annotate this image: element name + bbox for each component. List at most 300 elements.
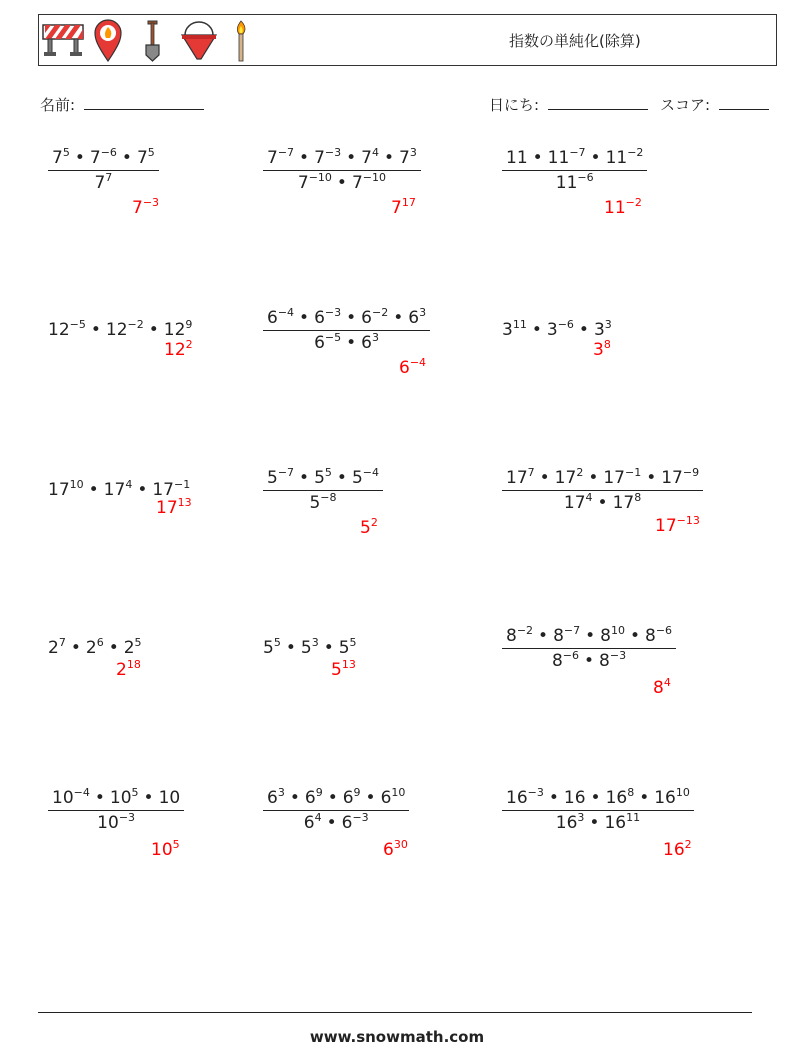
answer-14: [383, 840, 408, 860]
answer-1: [132, 198, 159, 218]
power-term: [343, 788, 361, 808]
term-base: 11: [605, 148, 628, 168]
answer-2: [391, 198, 416, 218]
power-term: [52, 788, 90, 808]
term-base: 12: [105, 320, 128, 340]
numerator: [502, 468, 703, 490]
term-base: 2: [85, 638, 97, 658]
term-exponent: 2: [576, 466, 584, 479]
power-term: [304, 813, 322, 833]
power-term: [381, 788, 406, 808]
problem-7: [48, 480, 190, 500]
power-term: [263, 638, 281, 658]
term-base: 17: [612, 493, 635, 513]
term-base: 6: [303, 813, 315, 833]
term-exponent: −6: [557, 318, 574, 331]
multiply-dot: •: [148, 320, 159, 340]
multiply-dot: •: [584, 651, 595, 671]
term-base: 17: [103, 480, 126, 500]
problem-10: [48, 638, 142, 658]
denominator: [263, 170, 421, 193]
date-blank[interactable]: [548, 96, 648, 110]
term-base: 12: [163, 320, 186, 340]
denominator: [48, 170, 159, 193]
term-base: 17: [506, 468, 528, 488]
term-base: 6: [267, 788, 278, 808]
power-term: [603, 468, 641, 488]
answer-base: 8: [653, 678, 664, 698]
fraction: [502, 468, 703, 513]
answer-9: [655, 516, 700, 536]
denominator: [263, 490, 383, 513]
answer-exponent: 2: [370, 516, 378, 529]
term-exponent: −1: [173, 478, 191, 491]
term-exponent: −3: [609, 649, 627, 662]
answer-exponent: 4: [663, 676, 671, 689]
fraction: [263, 468, 383, 513]
term-base: 16: [604, 813, 627, 833]
term-exponent: −9: [682, 466, 700, 479]
term-exponent: −2: [516, 624, 534, 637]
problem-15: [502, 788, 694, 833]
term-exponent: 9: [353, 786, 361, 799]
denominator: [502, 170, 647, 193]
term-base: 7: [361, 148, 372, 168]
multiply-dot: •: [532, 148, 543, 168]
term-exponent: −7: [569, 146, 586, 159]
term-base: 6: [341, 813, 353, 833]
power-term: [553, 626, 580, 646]
power-term: [555, 468, 584, 488]
answer-base: 17: [655, 516, 677, 536]
power-term: [110, 788, 139, 808]
term-base: 8: [645, 626, 656, 646]
term-base: 12: [48, 320, 70, 340]
term-base: 7: [351, 173, 363, 193]
term-base: 6: [380, 788, 392, 808]
term-exponent: 11: [512, 318, 527, 331]
power-term: [104, 480, 133, 500]
term-base: 16: [555, 813, 578, 833]
term-base: 17: [603, 468, 625, 488]
term-exponent: −6: [655, 624, 673, 637]
answer-base: 5: [331, 660, 342, 680]
power-term: [267, 468, 294, 488]
answer-exponent: 2: [684, 838, 692, 851]
power-term: [361, 308, 388, 328]
power-term: [645, 626, 672, 646]
term-base: 16: [506, 788, 528, 808]
answer-base: 2: [116, 660, 127, 680]
answer-exponent: −3: [142, 196, 160, 209]
answer-15: [663, 840, 692, 860]
term-exponent: −7: [277, 146, 295, 159]
term-exponent: 8: [627, 786, 635, 799]
term-base: 7: [399, 148, 410, 168]
term-exponent: 5: [349, 636, 357, 649]
term-base: 10: [97, 813, 119, 833]
term-base: 6: [314, 308, 325, 328]
power-term: [361, 333, 379, 353]
power-term: [606, 148, 644, 168]
problem-12: [502, 626, 676, 671]
multiply-dot: •: [121, 148, 132, 168]
term-base: 6: [314, 333, 325, 353]
term-base: 11: [547, 148, 570, 168]
answer-exponent: −4: [409, 356, 427, 369]
term-exponent: 3: [577, 811, 585, 824]
multiply-dot: •: [346, 333, 357, 353]
answer-base: 11: [604, 198, 626, 218]
answer-exponent: −2: [625, 196, 642, 209]
power-term: [48, 320, 86, 340]
term-base: 7: [267, 148, 278, 168]
power-term: [52, 148, 70, 168]
answer-exponent: 18: [126, 658, 141, 671]
power-term: [48, 638, 66, 658]
score-field: [660, 94, 769, 115]
term-exponent: 10: [610, 624, 625, 637]
answer-11: [331, 660, 356, 680]
term-base: 8: [551, 651, 563, 671]
multiply-dot: •: [299, 148, 310, 168]
power-term: [564, 788, 586, 808]
answer-base: 7: [391, 198, 402, 218]
numerator: [502, 788, 694, 810]
term-exponent: −2: [371, 306, 389, 319]
power-term: [352, 468, 379, 488]
power-term: [106, 320, 144, 340]
multiply-dot: •: [597, 493, 608, 513]
multiply-dot: •: [323, 638, 334, 658]
problem-4: [48, 320, 192, 340]
term-exponent: 5: [324, 466, 332, 479]
denominator: [263, 330, 430, 353]
term-exponent: −8: [320, 491, 337, 504]
term-exponent: −5: [324, 331, 342, 344]
term-exponent: −3: [352, 811, 369, 824]
term-exponent: −10: [308, 171, 332, 184]
answer-base: 6: [383, 840, 394, 860]
term-base: 17: [554, 468, 577, 488]
score-label: スコア:: [660, 96, 711, 114]
term-base: 5: [309, 493, 321, 513]
term-exponent: −10: [362, 171, 386, 184]
multiply-dot: •: [326, 813, 337, 833]
multiply-dot: •: [538, 626, 549, 646]
fraction: [502, 788, 694, 833]
numerator: [48, 788, 184, 810]
answer-exponent: −13: [676, 514, 700, 527]
power-term: [309, 493, 336, 513]
numerator: [502, 626, 676, 648]
power-term: [86, 638, 104, 658]
term-exponent: 10: [391, 786, 406, 799]
multiply-dot: •: [70, 638, 81, 658]
multiply-dot: •: [90, 320, 101, 340]
answer-base: 12: [164, 340, 186, 360]
answer-exponent: 17: [401, 196, 416, 209]
multiply-dot: •: [299, 468, 310, 488]
power-term: [506, 468, 535, 488]
power-term: [613, 493, 642, 513]
multiply-dot: •: [646, 468, 657, 488]
term-base: 8: [599, 651, 610, 671]
numerator: [263, 788, 409, 810]
score-blank[interactable]: [719, 96, 769, 110]
multiply-dot: •: [346, 308, 357, 328]
multiply-dot: •: [639, 788, 650, 808]
term-exponent: 3: [277, 786, 285, 799]
power-term: [606, 788, 635, 808]
multiply-dot: •: [137, 480, 148, 500]
date-label: 日にち:: [489, 96, 540, 114]
multiply-dot: •: [585, 626, 596, 646]
fraction: [263, 308, 430, 353]
answer-12: [653, 678, 671, 698]
term-exponent: −1: [624, 466, 642, 479]
power-term: [564, 493, 593, 513]
power-term: [600, 626, 625, 646]
answer-base: 5: [360, 518, 371, 538]
answer-exponent: 13: [341, 658, 356, 671]
term-exponent: 3: [311, 636, 319, 649]
term-exponent: 4: [371, 146, 379, 159]
footer-divider: [38, 1012, 752, 1013]
power-term: [506, 148, 528, 168]
term-base: 8: [506, 626, 517, 646]
problem-11: [263, 638, 357, 658]
power-term: [305, 788, 323, 808]
fraction: [502, 626, 676, 671]
power-term: [552, 651, 579, 671]
term-exponent: −4: [73, 786, 90, 799]
answer-10: [116, 660, 141, 680]
term-base: 17: [563, 493, 586, 513]
denominator: [502, 648, 676, 671]
term-exponent: 3: [419, 306, 427, 319]
power-term: [90, 148, 117, 168]
fraction: [263, 788, 409, 833]
multiply-dot: •: [346, 148, 357, 168]
power-term: [301, 638, 319, 658]
term-exponent: 4: [585, 491, 593, 504]
answer-3: [604, 198, 642, 218]
power-term: [314, 333, 341, 353]
term-base: 6: [361, 333, 372, 353]
problem-5: [263, 308, 430, 353]
term-base: 6: [361, 308, 372, 328]
term-base: 3: [502, 320, 513, 340]
term-exponent: 5: [131, 786, 139, 799]
date-field: [489, 94, 648, 115]
multiply-dot: •: [588, 468, 599, 488]
term-exponent: −6: [577, 171, 594, 184]
numerator: [48, 148, 159, 170]
fraction: [48, 148, 159, 193]
term-base: 17: [48, 480, 70, 500]
answer-exponent: 8: [603, 338, 611, 351]
power-term: [314, 148, 341, 168]
worksheet-title: 指数の単純化(除算): [509, 32, 641, 50]
multiply-dot: •: [74, 148, 85, 168]
term-base: 7: [297, 173, 309, 193]
term-base: 3: [593, 320, 605, 340]
term-exponent: −6: [562, 649, 580, 662]
power-term: [267, 788, 285, 808]
term-base: 8: [553, 626, 564, 646]
term-exponent: 10: [675, 786, 690, 799]
term-exponent: 10: [69, 478, 84, 491]
term-exponent: 5: [147, 146, 155, 159]
term-base: 2: [123, 638, 135, 658]
multiply-dot: •: [299, 308, 310, 328]
multiply-dot: •: [285, 638, 296, 658]
multiply-dot: •: [94, 788, 105, 808]
term-exponent: −2: [127, 318, 144, 331]
term-base: 16: [563, 788, 586, 808]
power-term: [342, 813, 369, 833]
term-exponent: 8: [634, 491, 642, 504]
power-term: [314, 308, 341, 328]
denominator: [263, 810, 409, 833]
term-base: 11: [555, 173, 578, 193]
problem-2: [263, 148, 421, 193]
term-exponent: −3: [324, 306, 342, 319]
term-base: 5: [314, 468, 325, 488]
multiply-dot: •: [336, 468, 347, 488]
power-term: [506, 626, 533, 646]
worksheet-header: [38, 14, 777, 66]
power-term: [654, 788, 690, 808]
multiply-dot: •: [548, 788, 559, 808]
term-base: 7: [136, 148, 148, 168]
answer-6: [593, 340, 611, 360]
term-exponent: 11: [626, 811, 641, 824]
power-term: [267, 148, 294, 168]
term-exponent: −7: [277, 466, 295, 479]
power-term: [298, 173, 332, 193]
footer-url: www.snowmath.com: [309, 1028, 485, 1046]
term-exponent: −2: [627, 146, 644, 159]
answer-base: 6: [399, 358, 410, 378]
power-term: [352, 173, 386, 193]
answer-exponent: 30: [393, 838, 408, 851]
term-exponent: 3: [371, 331, 379, 344]
denominator: [48, 810, 184, 833]
answer-8: [360, 518, 378, 538]
multiply-dot: •: [590, 148, 601, 168]
term-exponent: −7: [563, 624, 581, 637]
power-term: [159, 788, 181, 808]
term-exponent: 4: [314, 811, 322, 824]
power-term: [137, 148, 155, 168]
term-exponent: −3: [527, 786, 544, 799]
term-base: 6: [342, 788, 354, 808]
problem-14: [263, 788, 409, 833]
term-exponent: 7: [105, 171, 113, 184]
term-exponent: 5: [62, 146, 70, 159]
problem-13: [48, 788, 184, 833]
multiply-dot: •: [365, 788, 376, 808]
multiply-dot: •: [88, 480, 99, 500]
multiply-dot: •: [629, 626, 641, 646]
term-base: 7: [94, 173, 106, 193]
power-term: [661, 468, 699, 488]
term-exponent: 3: [409, 146, 417, 159]
multiply-dot: •: [531, 320, 542, 340]
term-base: 16: [654, 788, 676, 808]
answer-4: [164, 340, 193, 360]
term-exponent: 7: [527, 466, 535, 479]
numerator: [263, 468, 383, 490]
problem-6: [502, 320, 612, 340]
answer-exponent: 13: [177, 496, 192, 509]
power-term: [604, 813, 640, 833]
answer-7: [156, 498, 192, 518]
term-base: 17: [152, 480, 174, 500]
multiply-dot: •: [108, 638, 119, 658]
multiply-dot: •: [327, 788, 338, 808]
power-term: [267, 308, 294, 328]
power-term: [339, 638, 357, 658]
problem-8: [263, 468, 383, 513]
fraction: [263, 148, 421, 193]
power-term: [408, 308, 426, 328]
term-base: 5: [338, 638, 350, 658]
multiply-dot: •: [336, 173, 347, 193]
power-term: [97, 813, 135, 833]
term-exponent: 4: [125, 478, 133, 491]
term-base: 10: [158, 788, 181, 808]
term-exponent: −4: [277, 306, 295, 319]
power-term: [556, 813, 585, 833]
term-base: 3: [546, 320, 558, 340]
term-base: 17: [661, 468, 683, 488]
term-base: 10: [52, 788, 74, 808]
answer-base: 3: [593, 340, 604, 360]
term-base: 8: [600, 626, 611, 646]
power-term: [547, 320, 574, 340]
name-blank[interactable]: [84, 96, 204, 110]
power-term: [314, 468, 332, 488]
multiply-dot: •: [539, 468, 550, 488]
term-exponent: −3: [118, 811, 136, 824]
denominator: [502, 810, 694, 833]
term-base: 11: [506, 148, 528, 168]
term-base: 10: [109, 788, 132, 808]
numerator: [502, 148, 647, 170]
term-base: 16: [605, 788, 628, 808]
term-base: 2: [48, 638, 59, 658]
term-exponent: 9: [315, 786, 323, 799]
term-exponent: 7: [58, 636, 66, 649]
power-term: [48, 480, 84, 500]
numerator: [263, 308, 430, 330]
problem-3: [502, 148, 647, 193]
term-exponent: 5: [273, 636, 281, 649]
power-term: [124, 638, 142, 658]
term-base: 6: [304, 788, 316, 808]
term-base: 6: [408, 308, 420, 328]
term-base: 5: [351, 468, 363, 488]
term-exponent: 6: [96, 636, 104, 649]
term-base: 5: [267, 468, 278, 488]
multiply-dot: •: [289, 788, 300, 808]
problem-9: [502, 468, 703, 513]
term-exponent: 9: [185, 318, 193, 331]
term-exponent: −6: [100, 146, 117, 159]
